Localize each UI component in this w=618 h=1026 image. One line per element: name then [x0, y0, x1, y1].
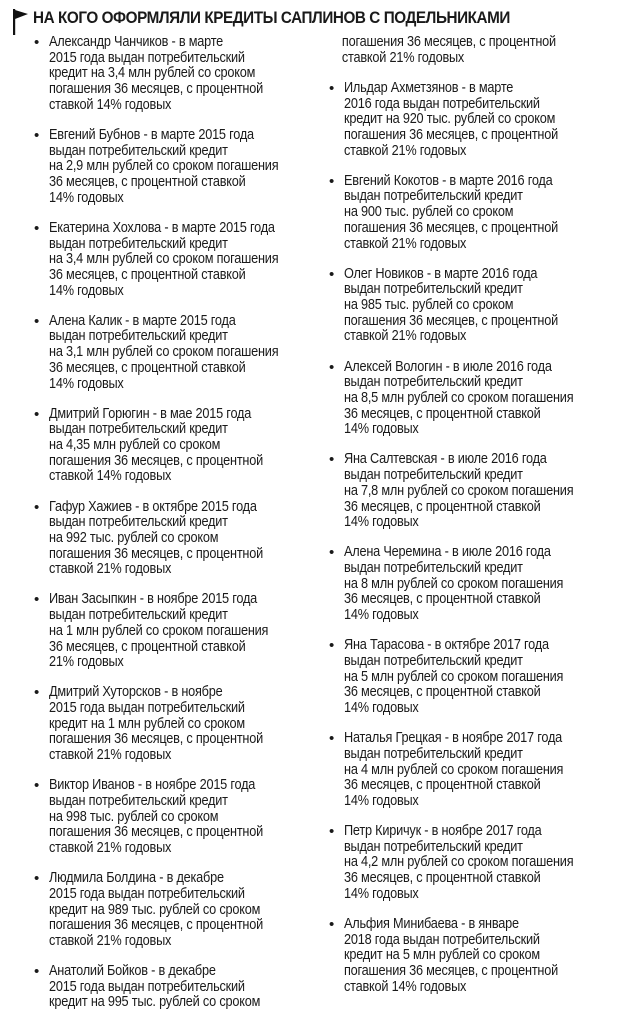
- list-item: [34, 592, 314, 671]
- list-item-line: • Наталья Грецкая - в ноябре 2017 года: [344, 730, 563, 747]
- list-item-line: выдан потребительский кредит: [49, 421, 228, 438]
- list-item: [34, 35, 314, 114]
- list-item-line: кредит на 3,4 млн рублей со сроком: [49, 65, 256, 82]
- list-item-line: • Альфия Минибаева - в январе: [344, 915, 519, 932]
- list-item-line: погашения 36 месяцев, с процентной: [49, 731, 264, 748]
- list-item-line: выдан потребительский кредит: [344, 560, 523, 577]
- list-item-line: • Александр Чанчиков - в марте: [49, 34, 224, 50]
- list-item-line: на 4,35 млн рублей со сроком: [49, 437, 221, 454]
- list-item-line: на 998 тыс. рублей со сроком: [49, 808, 219, 825]
- list-item: [329, 267, 609, 346]
- list-item-line: кредит на 920 тыс. рублей со сроком: [344, 111, 556, 128]
- list-item: [34, 407, 314, 486]
- list-item-line: 14% годовых: [344, 514, 419, 531]
- list-item-line: погашения 36 месяцев, с процентной: [49, 81, 264, 98]
- list-item-line: на 900 тыс. рублей со сроком: [344, 204, 514, 221]
- list-item: [34, 964, 314, 1011]
- list-item-line: выдан потребительский кредит: [49, 142, 228, 159]
- list-item-line: на 7,8 млн рублей со сроком погашения: [344, 482, 574, 499]
- list-item-line: выдан потребительский кредит: [49, 792, 228, 809]
- list-item-line: на 4 млн рублей со сроком погашения: [344, 761, 564, 778]
- list-item-line: 14% годовых: [344, 700, 419, 717]
- list-item-line: • Виктор Иванов - в ноябре 2015 года: [49, 777, 256, 794]
- left-column: [34, 35, 314, 1026]
- list-item-line: 36 месяцев, с процентной ставкой: [344, 684, 541, 701]
- list-item-line: • Алена Калик - в марте 2015 года: [49, 312, 236, 329]
- page-title: НА КОГО ОФОРМЛЯЛИ КРЕДИТЫ САПЛИНОВ С ПОДЕЛЬНИКАМИ: [33, 9, 510, 27]
- list-item-line: погашения 36 месяцев, с процентной: [49, 545, 264, 562]
- list-item-line: ставкой 21% годовых: [49, 561, 172, 578]
- list-item-line: • Олег Новиков - в марте 2016 года: [344, 265, 538, 282]
- list-item: [34, 221, 314, 300]
- list-item-line: выдан потребительский кредит: [344, 281, 523, 298]
- list-item: [329, 731, 609, 810]
- list-item-line: • Петр Киричук - в ноябре 2017 года: [344, 823, 542, 840]
- continued-entry: [329, 35, 609, 66]
- list-item: [329, 545, 609, 624]
- list-item-line: ставкой 14% годовых: [344, 978, 467, 995]
- list-item-line: погашения 36 месяцев, с процентной: [344, 963, 559, 980]
- list-item-line: на 3,4 млн рублей со сроком погашения: [49, 251, 279, 268]
- list-item-line: 2018 года выдан потребительский: [344, 931, 540, 948]
- list-item-line: • Иван Засыпкин - в ноябре 2015 года: [49, 591, 258, 608]
- list-item: [329, 452, 609, 531]
- list-item-line: погашения 36 месяцев, с процентной: [344, 126, 559, 143]
- list-item-line: на 2,9 млн рублей со сроком погашения: [49, 158, 279, 175]
- list-item: [329, 917, 609, 996]
- list-item-line: • Анатолий Бойков - в декабре: [49, 963, 216, 980]
- list-item-line: • Евгений Кокотов - в марте 2016 года: [344, 172, 553, 189]
- list-item: [34, 871, 314, 950]
- list-item: [34, 128, 314, 207]
- list-item-line: кредит на 995 тыс. рублей со сроком: [49, 994, 261, 1011]
- list-item-line: 36 месяцев, с процентной ставкой: [344, 777, 541, 794]
- list-item-line: 36 месяцев, с процентной ставкой: [49, 638, 246, 655]
- list-item-line: 2015 года выдан потребительский: [49, 885, 245, 902]
- list-item: [329, 360, 609, 439]
- list-item-line: 36 месяцев, с процентной ставкой: [344, 405, 541, 422]
- list-item-line: ставкой 21% годовых: [344, 235, 467, 252]
- list-item: [329, 174, 609, 253]
- list-item: [34, 314, 314, 393]
- list-item-line: 21% годовых: [49, 654, 124, 671]
- list-item: [329, 81, 609, 160]
- list-item: [329, 638, 609, 717]
- list-item-line: 36 месяцев, с процентной ставкой: [49, 174, 246, 191]
- list-item-line: погашения 36 месяцев, с процентной: [49, 452, 264, 469]
- flag-icon: [13, 9, 29, 35]
- list-item-line: выдан потребительский кредит: [49, 514, 228, 531]
- list-item-line: ставкой 21% годовых: [49, 840, 172, 857]
- list-item-line: выдан потребительский кредит: [344, 838, 523, 855]
- list-item-line: • Ильдар Ахметзянов - в марте: [344, 79, 514, 96]
- list-item-line: ставкой 14% годовых: [49, 96, 172, 113]
- list-item-line: ставкой 21% годовых: [344, 328, 467, 345]
- list-item-line: 2015 года выдан потребительский: [49, 700, 245, 717]
- list-item-line: 36 месяцев, с процентной ставкой: [49, 266, 246, 283]
- list-item-line: на 5 млн рублей со сроком погашения: [344, 668, 564, 685]
- list-item-line: выдан потребительский кредит: [344, 745, 523, 762]
- list-item-line: кредит на 1 млн рублей со сроком: [49, 715, 245, 732]
- list-item-line: на 1 млн рублей со сроком погашения: [49, 622, 269, 639]
- list-item: [329, 824, 609, 903]
- list-item-line: • Яна Тарасова - в октябре 2017 года: [344, 637, 549, 654]
- list-item-line: 2015 года выдан потребительский: [49, 978, 245, 995]
- list-item-line: на 4,2 млн рублей со сроком погашения: [344, 854, 574, 871]
- list-item-line: 14% годовых: [344, 885, 419, 902]
- list-item: [34, 778, 314, 857]
- list-item-line: • Алексей Вологин - в июле 2016 года: [344, 358, 552, 375]
- list-item-line: • Дмитрий Хуторсков - в ноябре: [49, 684, 223, 701]
- list-item-line: 36 месяцев, с процентной ставкой: [344, 591, 541, 608]
- list-item-line: ставкой 14% годовых: [49, 468, 172, 485]
- list-item-line: погашения 36 месяцев, с процентной: [49, 824, 264, 841]
- list-item-line: 14% годовых: [49, 375, 124, 392]
- right-column: [329, 35, 609, 1010]
- list-item-line: • Алена Черемина - в июле 2016 года: [344, 544, 551, 561]
- list-item-line: • Евгений Бубнов - в марте 2015 года: [49, 126, 254, 143]
- list-item-line: • Екатерина Хохлова - в марте 2015 года: [49, 219, 275, 236]
- list-item-line: на 3,1 млн рублей со сроком погашения: [49, 344, 279, 361]
- list-item-line: • Людмила Болдина - в декабре: [49, 870, 224, 887]
- list-item-line: на 8 млн рублей со сроком погашения: [344, 575, 564, 592]
- list-item-line: выдан потребительский кредит: [344, 374, 523, 391]
- list-item-line: выдан потребительский кредит: [344, 652, 523, 669]
- list-item-line: 14% годовых: [344, 792, 419, 809]
- list-item-line: ставкой 21% годовых: [49, 932, 172, 949]
- list-item-line: ставкой 21% годовых: [49, 747, 172, 764]
- list-item-line: 36 месяцев, с процентной ставкой: [49, 359, 246, 376]
- list-item-line: выдан потребительский кредит: [49, 328, 228, 345]
- list-item-line: на 985 тыс. рублей со сроком: [344, 297, 514, 314]
- list-item-line: на 992 тыс. рублей со сроком: [49, 529, 219, 546]
- list-item-line: ставкой 21% годовых: [344, 142, 467, 159]
- list-item-line: 14% годовых: [344, 607, 419, 624]
- list-item-line: погашения 36 месяцев, с процентной: [341, 34, 556, 50]
- list-item-line: на 8,5 млн рублей со сроком погашения: [344, 389, 574, 406]
- list-item-line: выдан потребительский кредит: [344, 188, 523, 205]
- list-item: [34, 500, 314, 579]
- list-item-line: • Гафур Хажиев - в октябре 2015 года: [49, 498, 257, 515]
- list-item-line: погашения 36 месяцев, с процентной: [344, 312, 559, 329]
- list-item-line: ставкой 21% годовых: [341, 49, 465, 66]
- list-item-line: • Яна Салтевская - в июле 2016 года: [344, 451, 547, 468]
- list-item-line: 14% годовых: [344, 421, 419, 438]
- list-item-line: выдан потребительский кредит: [49, 235, 228, 252]
- list-item-line: 14% годовых: [49, 282, 124, 299]
- list-item-line: 14% годовых: [49, 189, 124, 206]
- list-item-line: кредит на 5 млн рублей со сроком: [344, 947, 540, 964]
- list-item-line: выдан потребительский кредит: [344, 467, 523, 484]
- list-item-line: • Дмитрий Горюгин - в мае 2015 года: [49, 405, 252, 422]
- list-item-line: погашения 36 месяцев, с процентной: [49, 917, 264, 934]
- list-item-line: 36 месяцев, с процентной ставкой: [344, 870, 541, 887]
- list-item-line: 2015 года выдан потребительский: [49, 49, 245, 66]
- list-item: [34, 685, 314, 764]
- list-item-line: 36 месяцев, с процентной ставкой: [344, 498, 541, 515]
- list-item-line: кредит на 989 тыс. рублей со сроком: [49, 901, 261, 918]
- list-item-line: погашения 36 месяцев, с процентной: [344, 219, 559, 236]
- list-item-line: выдан потребительский кредит: [49, 607, 228, 624]
- list-item-line: 2016 года выдан потребительский: [344, 95, 540, 112]
